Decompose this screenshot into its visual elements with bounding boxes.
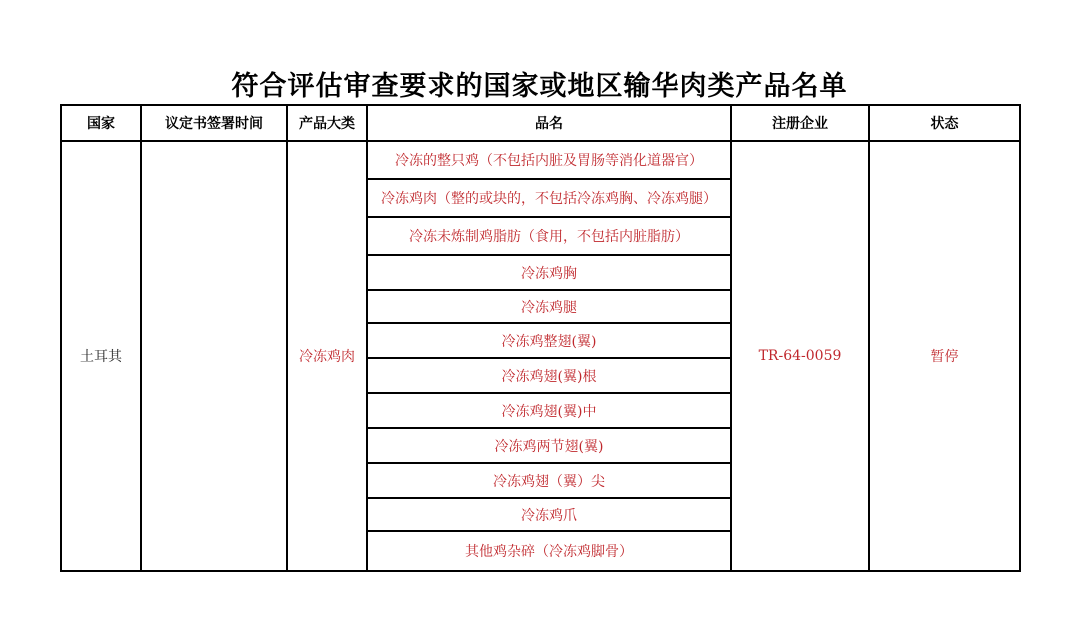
product-name-cell: 冷冻鸡两节翅(翼) — [367, 428, 731, 463]
cell-sign-time — [141, 141, 287, 571]
page-title: 符合评估审查要求的国家或地区输华肉类产品名单 — [231, 71, 848, 102]
header-country: 国家 — [61, 105, 141, 141]
header-status: 状态 — [869, 105, 1020, 141]
product-name-cell: 冷冻未炼制鸡脂肪（食用，不包括内脏脂肪） — [367, 217, 731, 255]
product-name-cell: 冷冻鸡肉（整的或块的，不包括冷冻鸡胸、冷冻鸡腿） — [367, 179, 731, 217]
header-company: 注册企业 — [731, 105, 869, 141]
product-name-cell: 冷冻鸡翅(翼)中 — [367, 393, 731, 428]
product-name-cell: 冷冻鸡翅（翼）尖 — [367, 463, 731, 498]
cell-country: 土耳其 — [61, 141, 141, 571]
header-product-name: 品名 — [367, 105, 731, 141]
table-header-row — [61, 105, 1020, 141]
product-name-cell: 冷冻鸡爪 — [367, 498, 731, 531]
product-name-cell: 其他鸡杂碎（冷冻鸡脚骨） — [367, 531, 731, 571]
product-name-cell: 冷冻的整只鸡（不包括内脏及胃肠等消化道器官） — [367, 141, 731, 179]
product-name-cell: 冷冻鸡腿 — [367, 290, 731, 323]
product-name-cell: 冷冻鸡翅(翼)根 — [367, 358, 731, 393]
cell-category: 冷冻鸡肉 — [287, 141, 367, 571]
product-name-cell: 冷冻鸡整翅(翼) — [367, 323, 731, 358]
product-name-cell: 冷冻鸡胸 — [367, 255, 731, 290]
cell-company: TR-64-0059 — [731, 141, 869, 571]
header-sign-time: 议定书签署时间 — [141, 105, 287, 141]
cell-status: 暂停 — [869, 141, 1020, 571]
product-list-table — [60, 104, 1021, 572]
header-category: 产品大类 — [287, 105, 367, 141]
table-row — [61, 141, 1020, 179]
